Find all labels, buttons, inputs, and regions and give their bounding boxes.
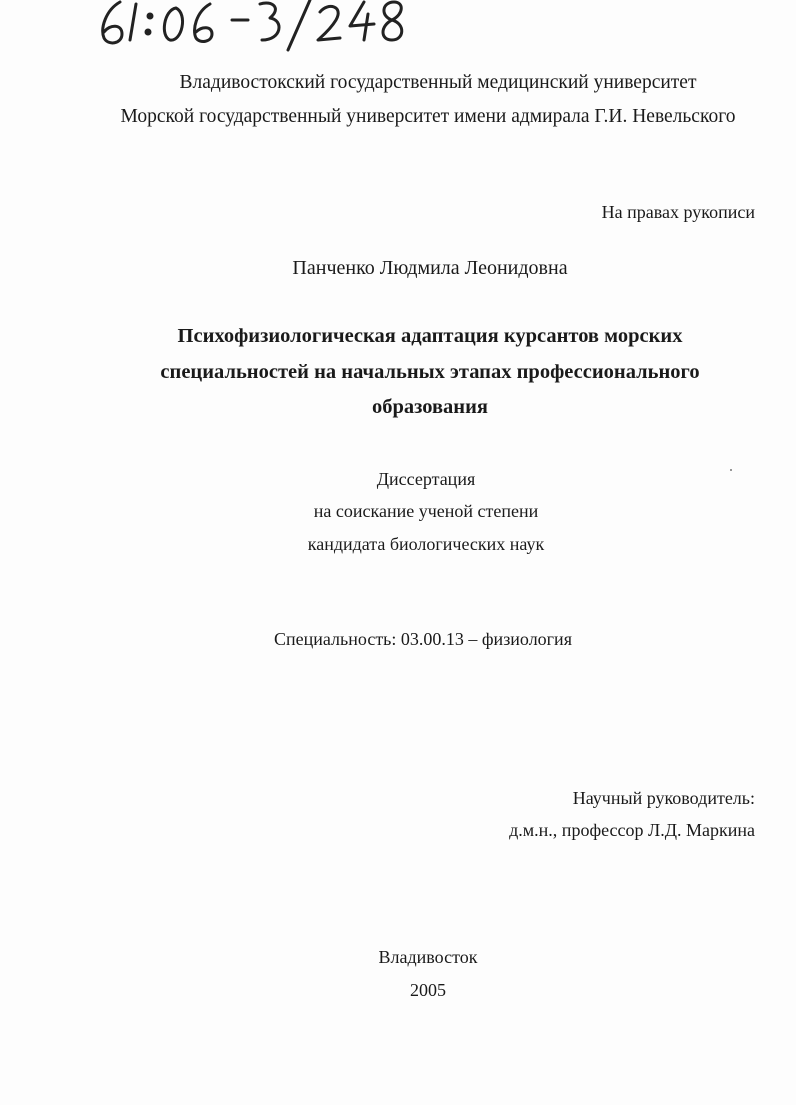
thesis-title-line-2: специальностей на начальных этапах профессионального	[160, 361, 700, 383]
thesis-title-line-3: образования	[371, 396, 489, 418]
year: 2005	[410, 980, 446, 1000]
advisor-label: Научный руководитель:	[572, 788, 755, 808]
thesis-title-line-1: Психофизиологическая адаптация курсантов морских	[177, 325, 683, 347]
advisor-name: д.м.н., профессор Л.Д. Маркина	[509, 820, 755, 840]
dissertation-label: Диссертация	[376, 469, 476, 489]
rights-note: На правах рукописи	[601, 202, 755, 222]
degree-line-1: на соискание ученой степени	[313, 501, 539, 521]
university-line-1: Владивостокский государственный медицинский университет	[179, 72, 697, 93]
city: Владивосток	[378, 947, 478, 967]
handwritten-archive-mark	[92, 0, 422, 54]
author-name: Панченко Людмила Леонидовна	[292, 257, 568, 279]
university-line-2: Морской государственный университет имени адмирала Г.И. Невельского	[120, 106, 736, 127]
degree-line-2: кандидата биологических наук	[307, 534, 545, 554]
specialty: Специальность: 03.00.13 – физиология	[274, 629, 572, 649]
